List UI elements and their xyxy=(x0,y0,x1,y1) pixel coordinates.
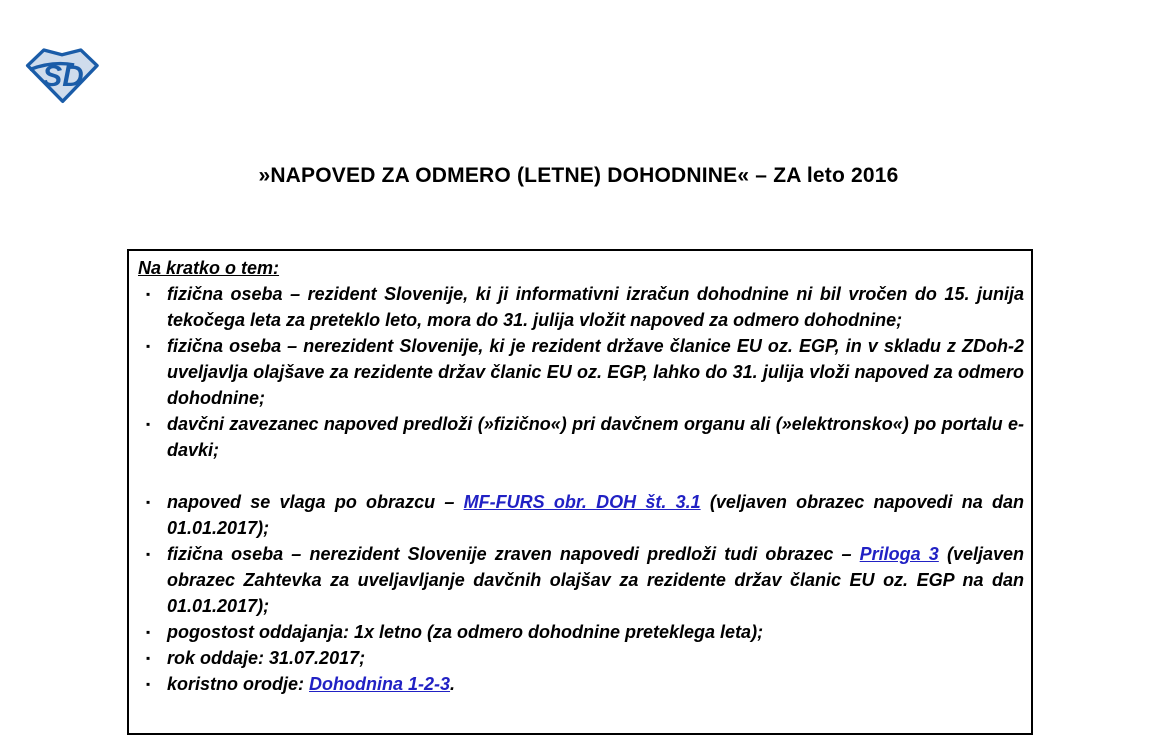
bullet-text xyxy=(167,619,1024,645)
bullet-item xyxy=(138,333,1024,411)
bullet-square-icon: ▪ xyxy=(146,339,151,353)
bullet-text xyxy=(167,671,1024,697)
bullet-item xyxy=(138,645,1024,671)
sd-diamond-logo xyxy=(24,46,100,104)
logo-letters: SD xyxy=(42,59,84,93)
bullet-item xyxy=(138,671,1024,697)
bullet-text-segment: pogostost oddajanja: 1x letno (za odmero dohodnine preteklega leta); xyxy=(167,622,764,642)
link-priloga-3[interactable]: Priloga 3 xyxy=(859,544,939,564)
bullet-text-segment: fizična oseba – rezident Slovenije, ki ji informativni izračun dohodnine ni bil vročen do 15. junija tekočega leta za preteklo leto, mora do 31. julija vložit napoved za odmero dohodnine; xyxy=(167,284,1024,330)
bullet-square-icon: ▪ xyxy=(146,547,151,561)
bullet-square-icon: ▪ xyxy=(146,677,151,691)
bullet-text xyxy=(167,541,1024,619)
bullet-text xyxy=(167,645,1024,671)
bullet-item xyxy=(138,619,1024,645)
page-title: »NAPOVED ZA ODMERO (LETNE) DOHODNINE« – ZA leto 2016 xyxy=(258,164,899,187)
bullet-list xyxy=(138,281,1024,697)
bullet-item xyxy=(138,541,1024,619)
bullet-text-segment: fizična oseba – nerezident Slovenije, ki je rezident države članice EU oz. EGP, in v skladu z ZDoh-2 uveljavlja olajšave za rezidente držav članic EU oz. EGP, lahko do 31. julija vloži napoved za odmero dohodnine; xyxy=(167,336,1024,408)
bullet-text xyxy=(167,281,1024,333)
link-dohodnina-1-2-3[interactable]: Dohodnina 1-2-3 xyxy=(309,674,451,694)
bullet-square-icon: ▪ xyxy=(146,495,151,509)
bullet-text xyxy=(167,411,1024,463)
bullet-text-segment: napoved se vlaga po obrazcu – xyxy=(167,492,464,512)
bullet-square-icon: ▪ xyxy=(146,651,151,665)
bullet-text xyxy=(167,489,1024,541)
bullet-text xyxy=(167,333,1024,411)
bullet-item xyxy=(138,281,1024,333)
bullet-text-segment: rok oddaje: 31.07.2017; xyxy=(167,648,366,668)
bullet-text-segment: davčni zavezanec napoved predloži (»fizično«) pri davčnem organu ali (»elektronsko«) po portalu e-davki; xyxy=(167,414,1024,460)
bullet-square-icon: ▪ xyxy=(146,417,151,431)
bullet-square-icon: ▪ xyxy=(146,625,151,639)
bullet-item xyxy=(138,489,1024,541)
link-mf-furs-obr-doh[interactable]: MF-FURS obr. DOH št. 3.1 xyxy=(463,492,701,512)
info-box xyxy=(127,249,1033,735)
bullet-text-segment: (veljaven obrazec napovedi na dan 01.01.2017); xyxy=(167,492,1024,538)
infobox-heading: Na kratko o tem: xyxy=(138,258,280,278)
bullet-text-segment: fizična oseba – nerezident Slovenije zraven napovedi predloži tudi obrazec – xyxy=(167,544,860,564)
bullet-text-segment: . xyxy=(450,674,456,694)
bullet-item xyxy=(138,411,1024,463)
bullet-square-icon: ▪ xyxy=(146,287,151,301)
bullet-text-segment: koristno orodje: xyxy=(167,674,310,694)
bullet-text-segment: (veljaven obrazec Zahtevka za uveljavljanje davčnih olajšav za rezidente držav članic EU oz. EGP na dan 01.01.2017); xyxy=(167,544,1025,616)
